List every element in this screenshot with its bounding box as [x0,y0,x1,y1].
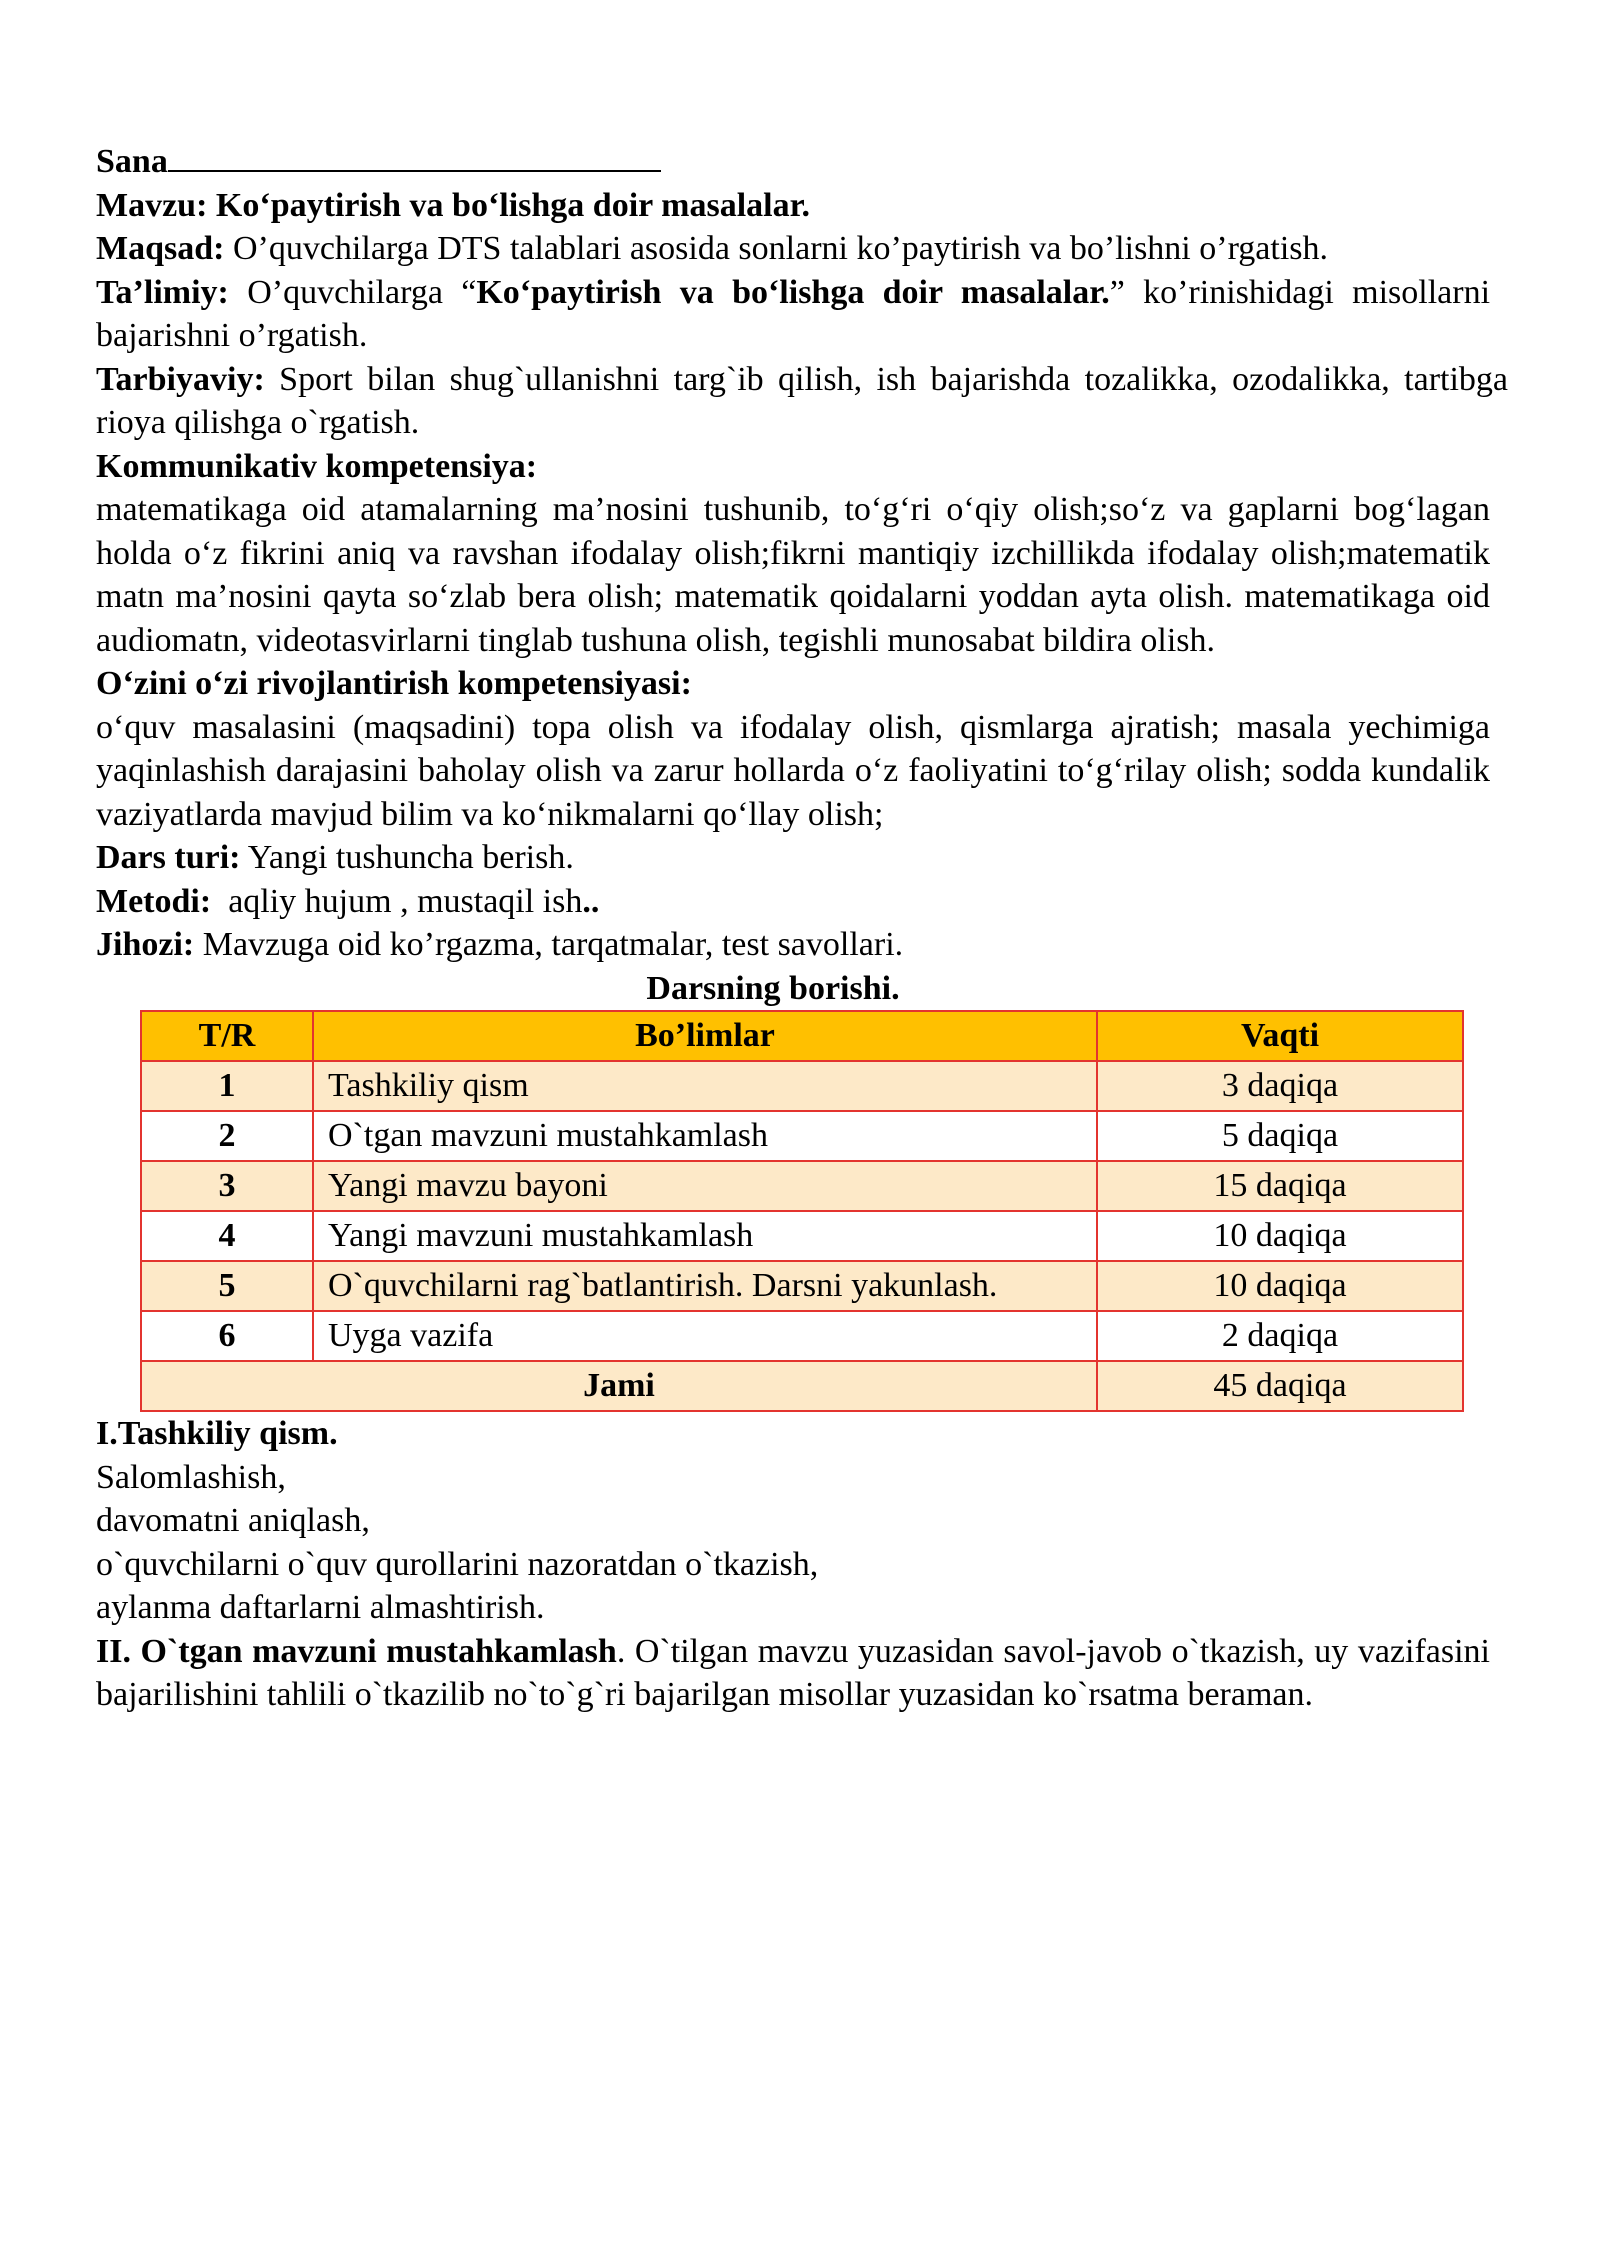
kommunikativ-text: matematikaga oid atamalarning ma’nosini tushunib, to‘g‘ri o‘qiy olish;so‘z va gaplarni bog‘lagan holda o‘z fikrini aniq va ravshan ifodalay olish;fikrni mantiqiy izchillikda ifodalay olish;matematik matn ma’nosini qayta so‘zlab bera olish; matematik qoidalarni yoddan ayta olish. matematikaga oid audiomatn, videotasvirlarni tinglab tushuna olish, tegishli munosabat bildira olish. [96,491,1490,659]
row-time: 2 daqiqa [1097,1311,1463,1361]
row-section: Tashkiliy qism [313,1061,1097,1111]
row-section: O`tgan mavzuni mustahkamlash [313,1111,1097,1161]
row-time: 10 daqiqa [1097,1211,1463,1261]
total-label: Jami [141,1361,1097,1411]
kommunikativ-heading [96,445,1490,489]
dars-turi-text: Yangi tushuncha berish. [247,839,574,876]
mavzu [96,184,1490,228]
row-number: 2 [141,1111,313,1161]
dars-turi-label: Dars turi: [96,839,241,876]
row-number: 1 [141,1061,313,1111]
row-number: 5 [141,1261,313,1311]
row-time: 5 daqiqa [1097,1111,1463,1161]
metodi [96,880,1490,924]
metodi-text: aqliy hujum , mustaqil ish [228,882,583,920]
row-section: Uyga vazifa [313,1311,1097,1361]
ozini-heading [96,662,1490,706]
metodi-label: Metodi: [96,882,212,920]
tashkiliy-heading [96,1412,1490,1456]
table-row [141,1161,1463,1211]
tashkiliy-line: o`quvchilarni o`quv qurollarini nazoratdan o`tkazish, [96,1545,819,1583]
maqsad-text: O’quvchilarga DTS talablari asosida sonlarni ko’paytirish va bo’lishni o’rgatish. [232,230,1328,267]
jihozi-text: Mavzuga oid ko’rgazma, tarqatmalar, test savollari. [202,926,904,963]
ozini-text: o‘quv masalasini (maqsadini) topa olish va ifodalay olish, qismlarga ajratish; masala yechimiga yaqinlashish darajasini baholay olish va zarur hollarda o‘z faoliyatini to‘g‘rilay olish; sodda kundalik vaziyatlarda mavjud bilim va ko‘nikmalarni qo‘llay olish; [96,708,1490,833]
tashkiliy-line: davomatni aniqlash, [96,1502,370,1539]
tarbiyaviy [96,358,1508,445]
talimiy-pre: O’quvchilarga “ [247,273,477,311]
tarbiyaviy-text: Sport bilan shug`ullanishni targ`ib qilish, ish bajarishda tozalikka, ozodalikka, tartibga rioya qilishga o`rgatish. [96,360,1509,441]
kommunikativ-heading-text: Kommunikativ kompetensiya: [96,447,538,485]
dars-turi [96,836,1490,880]
row-time: 10 daqiqa [1097,1261,1463,1311]
header-tr: T/R [141,1011,313,1061]
tarbiyaviy-label: Tarbiyaviy: [96,360,265,398]
tashkiliy-heading-text: I.Tashkiliy qism. [96,1415,338,1452]
tashkiliy-line: aylanma daftarlarni almashtirish. [96,1589,545,1626]
sana-blank [168,140,661,172]
header-sections: Bo’limlar [313,1011,1097,1061]
talimiy [96,271,1490,358]
header-time: Vaqti [1097,1011,1463,1061]
talimiy-post: ” ko’rinishidagi misollarni bajarishni o’rgatish. [96,273,1491,354]
table-row [141,1061,1463,1111]
row-time: 3 daqiqa [1097,1061,1463,1111]
lesson-plan [96,140,1509,1717]
talimiy-label: Ta’limiy: [96,273,229,311]
row-time: 15 daqiqa [1097,1161,1463,1211]
row-number: 4 [141,1211,313,1261]
table-row [141,1261,1463,1311]
mavzu-label: Mavzu: [96,186,208,224]
otgan-heading: II. O`tgan mavzuni mustahkamlash [96,1632,617,1670]
jihozi [96,923,1490,967]
row-number: 6 [141,1311,313,1361]
lesson-schedule-table [140,1010,1464,1412]
jihozi-label: Jihozi: [96,926,195,963]
ozini-heading-text: O‘zini o‘zi rivojlantirish kompetensiyasi: [96,665,692,702]
table-total-row [141,1361,1463,1411]
row-number: 3 [141,1161,313,1211]
table-row [141,1311,1463,1361]
row-section: Yangi mavzuni mustahkamlash [313,1211,1097,1261]
table-row [141,1111,1463,1161]
total-time: 45 daqiqa [1097,1361,1463,1411]
sana-label: Sana [96,143,168,180]
otgan-text: . O`tilgan mavzu yuzasidan savol-javob o`tkazish, uy vazifasini bajarilishini tahlili o`tkazilib no`to`g`ri bajarilgan misollar yuzasidan ko`rsatma beraman. [96,1632,1491,1713]
row-section: O`quvchilarni rag`batlantirish. Darsni yakunlash. [313,1261,1097,1311]
maqsad-label: Maqsad: [96,230,225,267]
table-header-row [141,1011,1463,1061]
mavzu-text: Ko‘paytirish va bo‘lishga doir masalalar. [215,186,811,224]
sana-line [96,140,1490,184]
tashkiliy-line: Salomlashish, [96,1458,286,1496]
talimiy-bold: Ko‘paytirish va bo‘lishga doir masalalar. [476,273,1110,311]
table-title-text: Darsning borishi. [646,969,900,1007]
table-row [141,1211,1463,1261]
metodi-tail: .. [582,882,600,920]
maqsad [96,227,1490,271]
row-section: Yangi mavzu bayoni [313,1161,1097,1211]
table-title [96,967,1490,1011]
otgan-mavzu [96,1630,1490,1717]
